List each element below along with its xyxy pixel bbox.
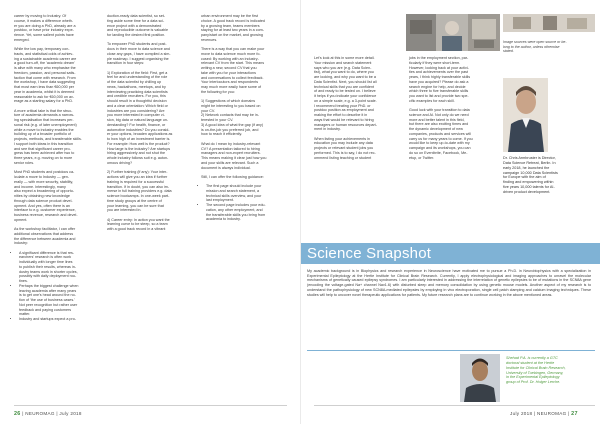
footer-rule-left: [14, 405, 287, 406]
list-item: • Perhaps the biggest challenge when leaving academia after many years is to get one's head around the no- tion of 'the use of business cases.' Not peer recognition but rather user feedback and paying customers matter.: [19, 284, 99, 317]
bio-line: campaign 10,000 Data Scientists: [503, 170, 558, 175]
bio-line: for Europe with the aim of: [503, 175, 546, 180]
bullet-list: [201, 184, 287, 222]
workshop-photo-art: [503, 14, 595, 32]
article-column-2: [107, 14, 193, 236]
magazine-name: NEUROMAG: [537, 411, 567, 416]
author-line: Institute for Clinical Brain Research,: [506, 365, 566, 370]
article-column-5: [409, 56, 497, 165]
paragraph: Good luck with your transition to data science and AI. Not only do we need more and better talent in this field, but there are also exciting times and the dynamic development of new companies, products and services will carry us for many years to come. If you would like to keep up-to-date with my campaign and its workshops, you can do so on Eventbrite, Facebook, Me- etup, or Twitter.: [409, 108, 473, 160]
author-line: in the Experimental Epileptology: [506, 375, 560, 380]
paragraph: jobs in the employment section, par- ticularly if they were short-term. However, looking back at your activi- ties and achievements over the past years, I think highly transferable skills have you acquired? Please do ask a search engine for help, and decide which three to five transferable skills you want to list and provide two spe- cific examples for each skill.: [409, 56, 471, 103]
footer-left: [14, 411, 82, 417]
portrait-art: [503, 78, 548, 152]
list-item: • The second page includes your edu- cation, any other employment, and the transferable skills you bring from academia to industry.: [206, 203, 287, 222]
article-column-1: [14, 14, 99, 327]
snapshot-body: My academic background is in Biophysics and research experience in Neuroscience have motivated me to pursue a Ph.D. in Neurobiophysics with a specialization in Experimental Epileptology at the Hertie Institute for Clinical Brain Research. Currently, I apply electrophysiological and imaging approaches to unravel the molecular mechanisms of genetically caused epilepsy syndromes. I am particularly interested in addressing the interrelation of genetic epilepsies to be of mutations in the SCN8A gene (encoding the voltage-gated Na+ channel Nav1.6) with disturbed sleep and memory consolidation by using genetic mouse models. Another aspect of my research is to understand the pathophysiology of new SCN8A-mediated epilepsies by employing in vivo electroporation, single cell patch clamping and calcium imaging techniques. These studies will help to uncover novel therapeutic applications for patients. My future research plans are to continue working in the above mentioned areas.: [307, 269, 591, 297]
bio-line: five years 10,000 talents for AI-: [503, 185, 555, 190]
paragraph: Still, I can offer the following guidance:: [201, 174, 264, 179]
paragraph: Most PhD students and postdocs ca- lculate a move to Industry — gen- erally — with more security, stability, and income. Interestingly, many also expect a broadening of opportu- nities by obtaining new knowledge through data science product devel- opment. And yes, often there is an interface to e.g. customer experience, business revenue, research and devel- opment.: [14, 170, 78, 222]
author-portrait: [503, 78, 548, 152]
author-line: group of Prof. Dr. Holger Lerche.: [506, 380, 561, 385]
bio-line: Data Science Retreat, Berlin. In: [503, 160, 556, 165]
paragraph: 4) Career entry: In action you want the learning curve to be steep, so a team with a good track record in a vibrant: [107, 217, 170, 232]
bio-line: Dr. Chris Armbruster is Director,: [503, 156, 556, 160]
paragraph: duction-ready data scientist, so set- ting aside some time for a data sci- ence project with a demonstrated and reproducible outcome is valuable for landing the desired first position.: [107, 14, 169, 37]
paragraph: urban environment may be the first choice. A good track record is indicated by a growing team, teams members staying for at least two years in a com- pany/start on the market, and growing revenues.: [201, 14, 265, 42]
paragraph: A more critical take is that the struc- ture of academia demands a narrow- ing specialisation that increases per- sonal risk (e.g. of later unemployment) while a move to industry enables the building up of a broader portfolio of projects, methods, and transferable skills. I support both ideas in this transition and see that significant career pro- gress has been achieved after two to three years, e.g. moving on to more senior roles.: [14, 108, 82, 165]
paragraph: 1) Exploration of the field: First, get a feel for and understanding of the role of the data scientist by chilling up news, hackathons, meetups, and by interviewing practicing data scientists and credible recruiters. For you, this should result in a thoughtful decision and a clear orientation: Which field or industries are you considering? Are you more interested in computer vi- sion, big data or natural language un- derstanding? For health, finance, or automotive industries? Do you consid- er your options, broaden applications as to how high of an investment barrier is. For example: How well is the product? How large is the industry? Are startups hiring aggressively and not shut the whole industry follows suit e.g. auton- omous driving?: [107, 70, 173, 165]
magazine-name: NEUROMAG: [25, 411, 55, 416]
list-item: • Industry and startups expect a pro-: [19, 317, 99, 322]
bio-line: early 2018, he launched the: [503, 165, 550, 170]
footer-rule-right: [314, 405, 595, 406]
collage-photo-art: [406, 14, 500, 51]
list-item: • A significant difference is that res- earchers' research is often work individually with longer time lines to publish their results, whereas in- dustry teams work in shorter cycles, possibly with daily deployment rou- tines.: [19, 251, 99, 284]
article-column-4: [314, 56, 402, 165]
author-bio: [503, 156, 595, 195]
paragraph: Let's look at this in some more detail. Your mission and search statement says who you are (e.g. Data Scien- tist), what you want to do, where you are looking, and why you want to be a Data Scientist. Next, you should list all technical skills that you are confident of and ready to be tested on. I believe it helps if you indicate your confidence on a simple scale, e.g. a 3-point scale. I recommend treating your PhD. or postdoc position as employment and making the effort to describe it in ways that would be relevant to hiring managers or human resources depart- ment in industry.: [314, 56, 377, 132]
paragraph: What do I mean by industry-relevant CV? A presentation tailored to hiring managers and non-expert recruiters. This means making it clear just how you and your skills are relevant. Such a document is always individual.: [201, 141, 267, 170]
workshop-photo: [503, 14, 595, 32]
paragraph: When listing your achievements in education you may include any data projects or relevant student jobs you performed. This is to say, I do not rec- ommend listing teaching or student: [314, 136, 376, 160]
footer-right: [510, 411, 578, 417]
section-title: Science Snapshot: [307, 245, 432, 262]
author-line: University of Tuebingen, Germany,: [506, 370, 564, 375]
collage-photo: [406, 14, 500, 51]
paragraph: 2) Further training (if any): Your inter- actions will give you an idea if further training is required for a successful transition. If in doubt, you can also im- merse in full training providers e.g. data science bootcamps. In one-week part- time study groups at the centre of your learning, you can be sure that you are interested in.: [107, 170, 172, 213]
paragraph: 1) Suggestions of which domains might be interesting to you based on your CV. 2) Network contacts that may be in- terested in your CV. 3) A good idea of what the gap (if any) is on-the-job you preferred job, and how to reach it efficiently.: [201, 99, 264, 137]
paragraph: There is a way that you can make your move to data science much more fo- cused: By working with an industry- relevant CV from the start. This means writing a new, second CV that you take with you for your interactions and conversations to collect feedback. Your interlocutors and respondents may much more easily have some of the following for you:: [201, 47, 265, 94]
snapshot-author-photo: [460, 354, 500, 402]
list-item: • The first page should include your mission and search statement, a technical skills overview, and your last employment.: [206, 184, 287, 203]
snapshot-author-bio: [506, 356, 596, 385]
paragraph: career by moving to Industry. Of course, it makes a difference wheth- er you are doing a PhD, already are a postdoc, or have prior industry expe- rience. Yet, some salient points have emerged.: [14, 14, 76, 42]
paragraph: As the workshop facilitator, I can offer additional observations that address the difference between academia and industry:: [14, 227, 76, 246]
issue-date: July 2018: [510, 411, 533, 416]
page-number: 26: [14, 411, 21, 417]
author-line: doctoral student at the Hertie: [506, 360, 555, 365]
footer-separator: |: [568, 411, 570, 416]
issue-date: July 2018: [59, 411, 82, 416]
bullet-list: [14, 251, 99, 322]
snapshot-rule: [307, 350, 595, 351]
bio-line: finding and empowering within: [503, 180, 554, 185]
page-gutter: [300, 0, 301, 424]
author-line: Shehad P.A. is currently a GTC: [506, 356, 558, 360]
footer-separator: |: [56, 411, 58, 416]
image-caption: Image sources were open source or be- long to the author, unless otherwise stated.: [503, 40, 567, 54]
footer-separator: |: [22, 411, 24, 416]
paragraph: While the low pay, temporary con- tracts, and statistical odds of achiev- ing a sustainable academic career are a good turn-off, the 'academic dream' is alive with many who emphasise the freedom, passion, and personal satis- faction that come with research. From the workshop, I have data suggesting that most earn less than €60,000 per year in academia, whilst it is deemed reasonable to ask for €60,000 on av- erage as a starting salary for a PhD.: [14, 47, 77, 104]
snapshot-photo-art: [460, 354, 500, 402]
paragraph: To empower PhD students and post- docs in their move to data science and close any gaps, I have compiled a sim- ple roadmap. I suggest organising the transition in four steps:: [107, 42, 171, 66]
footer-separator: |: [533, 411, 536, 416]
bio-line: driven product development.: [503, 189, 551, 194]
article-column-3: [201, 14, 287, 227]
page-number: 27: [571, 411, 578, 417]
